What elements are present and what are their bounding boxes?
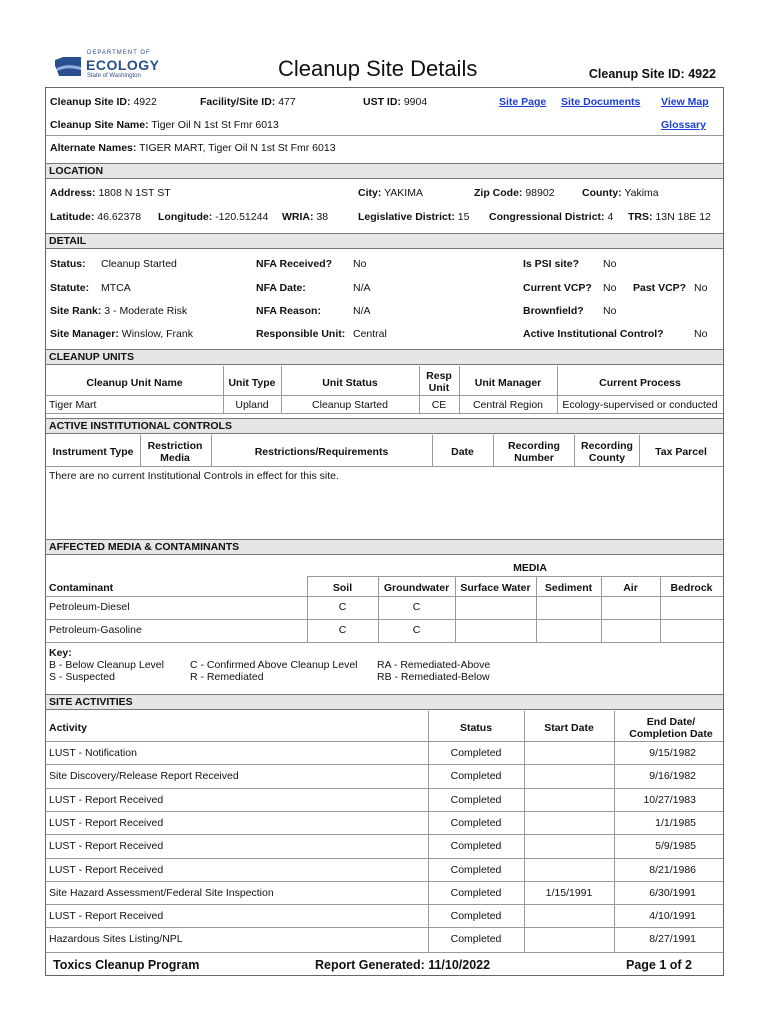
nfa-received-label: NFA Received? [256, 258, 333, 270]
col-groundwater: Groundwater [383, 582, 450, 594]
activity-cell: LUST - Report Received [49, 840, 164, 852]
status-cell: Completed [450, 933, 502, 945]
end-date-cell: 9/16/1982 [649, 770, 696, 782]
activity-cell: LUST - Report Received [49, 817, 164, 829]
status-label: Status: [50, 258, 86, 270]
cleanup-site-name: Cleanup Site Name: Tiger Oil N 1st St Fmr 6013 [50, 119, 279, 131]
col-tax-parcel: Tax Parcel [655, 446, 707, 458]
activity-cell: Hazardous Sites Listing/NPL [49, 933, 183, 945]
aic-value: No [694, 328, 708, 340]
col-bedrock: Bedrock [670, 582, 713, 594]
status-cell: Completed [450, 910, 502, 922]
end-date-cell: 6/30/1991 [649, 887, 696, 899]
wria: WRIA: 38 [282, 211, 329, 223]
col-start-date: Start Date [544, 722, 594, 734]
col-resp-unit: Resp Unit [426, 370, 452, 394]
col-restrictions: Restrictions/Requirements [254, 446, 389, 458]
zip-code: Zip Code: 98902 [474, 187, 555, 199]
legislative-district: Legislative District: 15 [358, 211, 470, 223]
longitude: Longitude: -120.51244 [158, 211, 269, 223]
statute-label: Statute: [50, 282, 90, 294]
status-cell: Completed [450, 794, 502, 806]
current-vcp-label: Current VCP? [523, 282, 592, 294]
status-cell: Completed [450, 840, 502, 852]
activity-cell: LUST - Report Received [49, 794, 164, 806]
activity-cell: LUST - Report Received [49, 864, 164, 876]
col-restriction-media: Restriction Media [147, 440, 203, 464]
brownfield-value: No [603, 305, 617, 317]
section-location: LOCATION [46, 163, 723, 179]
col-end-date: End Date/ Completion Date [629, 716, 713, 740]
past-vcp-label: Past VCP? [633, 282, 687, 294]
footer-generated: Report Generated: 11/10/2022 [315, 958, 491, 972]
key-item: RB - Remediated-Below [377, 671, 490, 683]
col-air: Air [623, 582, 638, 594]
status-cell: Completed [450, 770, 502, 782]
start-date-cell: 1/15/1991 [545, 887, 593, 899]
ust-id: UST ID: 9904 [363, 96, 428, 108]
key-item: S - Suspected [49, 671, 115, 683]
unit-name-cell: Tiger Mart [49, 399, 97, 411]
col-sediment: Sediment [544, 582, 593, 594]
col-unit-manager: Unit Manager [474, 377, 542, 389]
unit-status-cell: Cleanup Started [312, 399, 388, 411]
responsible-unit-label: Responsible Unit: [256, 328, 346, 340]
glossary-link[interactable]: Glossary [661, 119, 706, 131]
media-label: MEDIA [513, 562, 547, 574]
activity-cell: Site Discovery/Release Report Received [49, 770, 239, 782]
logo-line3: State of Washington [87, 73, 141, 79]
key-item: RA - Remediated-Above [377, 659, 491, 671]
status-cell: Completed [450, 887, 502, 899]
section-institutional-controls: ACTIVE INSTITUTIONAL CONTROLS [46, 418, 723, 434]
psi-label: Is PSI site? [523, 258, 580, 270]
resp-unit-cell: CE [431, 399, 447, 411]
washington-state-icon [53, 54, 83, 80]
end-date-cell: 5/9/1985 [655, 840, 696, 852]
alternate-names: Alternate Names: TIGER MART, Tiger Oil N 1st St Fmr 6013 [50, 142, 336, 154]
nfa-reason-label: NFA Reason: [256, 305, 321, 317]
footer-program: Toxics Cleanup Program [53, 958, 200, 972]
col-status: Status [459, 722, 493, 734]
page-title: Cleanup Site Details [278, 56, 478, 81]
end-date-cell: 9/15/1982 [649, 747, 696, 759]
unit-manager-cell: Central Region [472, 399, 544, 411]
footer-page-number: Page 1 of 2 [626, 958, 692, 972]
col-date: Date [451, 446, 474, 458]
nfa-date-label: NFA Date: [256, 282, 306, 294]
activity-cell: LUST - Notification [49, 747, 137, 759]
brownfield-label: Brownfield? [523, 305, 584, 317]
cleanup-site-id: Cleanup Site ID: 4922 [50, 96, 157, 108]
key-item: R - Remediated [190, 671, 264, 683]
county: County: Yakima [582, 187, 659, 199]
end-date-cell: 1/1/1985 [655, 817, 696, 829]
col-unit-type: Unit Type [228, 377, 276, 389]
end-date-cell: 8/27/1991 [649, 933, 696, 945]
col-instrument-type: Instrument Type [52, 446, 134, 458]
unit-type-cell: Upland [235, 399, 269, 411]
congressional-district: Congressional District: 4 [489, 211, 614, 223]
site-documents-link[interactable]: Site Documents [561, 96, 641, 108]
col-cleanup-unit-name: Cleanup Unit Name [86, 377, 183, 389]
trs: TRS: 13N 18E 12 [628, 211, 711, 223]
ecology-logo [53, 50, 160, 82]
status-cell: Completed [450, 864, 502, 876]
activity-cell: LUST - Report Received [49, 910, 164, 922]
col-surface-water: Surface Water [460, 582, 531, 594]
key-label: Key: [49, 647, 72, 659]
header-site-id: Cleanup Site ID: 4922 [588, 67, 716, 81]
current-process-cell: Ecology-supervised or conducted [562, 399, 718, 411]
logo-line1: DEPARTMENT OF [87, 50, 151, 56]
status-value: Cleanup Started [101, 258, 177, 270]
past-vcp-value: No [694, 282, 708, 294]
no-controls-note: There are no current Institutional Controls in effect for this site. [49, 470, 339, 482]
end-date-cell: 8/21/1986 [649, 864, 696, 876]
col-contaminant: Contaminant [49, 582, 114, 594]
col-current-process: Current Process [599, 377, 681, 389]
key-item: B - Below Cleanup Level [49, 659, 164, 671]
col-unit-status: Unit Status [322, 377, 378, 389]
status-cell: Completed [450, 747, 502, 759]
key-item: C - Confirmed Above Cleanup Level [190, 659, 358, 671]
city: City: YAKIMA [358, 187, 423, 199]
groundwater-cell: C [412, 601, 421, 613]
section-cleanup-units: CLEANUP UNITS [46, 349, 723, 365]
current-vcp-value: No [603, 282, 617, 294]
site-rank: Site Rank: 3 - Moderate Risk [50, 305, 188, 317]
logo-line2: ECOLOGY [86, 57, 160, 73]
site-page-link[interactable]: Site Page [499, 96, 547, 108]
aic-label: Active Institutional Control? [523, 328, 664, 340]
contaminant-cell: Petroleum-Diesel [49, 601, 130, 613]
contaminant-cell: Petroleum-Gasoline [49, 624, 142, 636]
responsible-unit-value: Central [353, 328, 387, 340]
activity-cell: Site Hazard Assessment/Federal Site Inspection [49, 887, 274, 899]
latitude: Latitude: 46.62378 [50, 211, 142, 223]
view-map-link[interactable]: View Map [661, 96, 709, 108]
end-date-cell: 4/10/1991 [649, 910, 696, 922]
nfa-received-value: No [353, 258, 367, 270]
col-soil: Soil [332, 582, 353, 594]
statute-value: MTCA [101, 282, 131, 294]
nfa-date-value: N/A [353, 282, 371, 294]
section-detail: DETAIL [46, 233, 723, 249]
status-cell: Completed [450, 817, 502, 829]
col-recording-number: Recording Number [508, 440, 560, 464]
section-site-activities: SITE ACTIVITIES [46, 694, 723, 710]
col-activity: Activity [49, 722, 87, 734]
facility-site-id: Facility/Site ID: 477 [200, 96, 296, 108]
site-manager: Site Manager: Winslow, Frank [50, 328, 193, 340]
col-recording-county: Recording County [581, 440, 633, 464]
end-date-cell: 10/27/1983 [643, 794, 696, 806]
soil-cell: C [338, 624, 347, 636]
section-affected-media: AFFECTED MEDIA & CONTAMINANTS [46, 539, 723, 555]
nfa-reason-value: N/A [353, 305, 371, 317]
address: Address: 1808 N 1ST ST [50, 187, 171, 199]
groundwater-cell: C [412, 624, 421, 636]
psi-value: No [603, 258, 617, 270]
soil-cell: C [338, 601, 347, 613]
